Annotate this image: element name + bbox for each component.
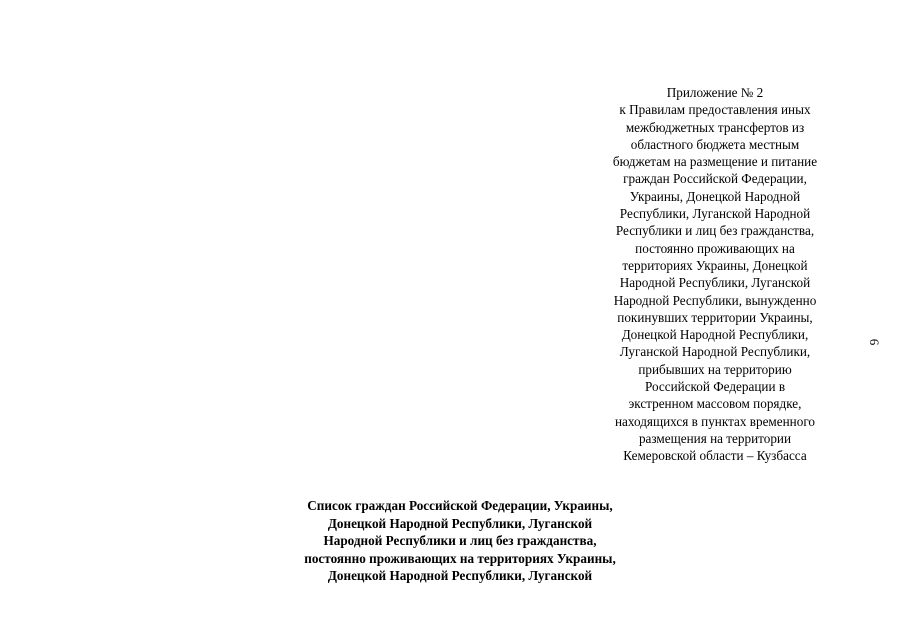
appendix-header	[590, 84, 840, 465]
appendix-line: Республики и лиц без гражданства,	[615, 223, 815, 239]
title-line: Список граждан Российской Федерации, Украины,	[307, 498, 613, 513]
appendix-line: Донецкой Народной Республики,	[621, 327, 809, 343]
appendix-line: Приложение № 2	[666, 85, 764, 100]
appendix-line: к Правилам предоставления иных	[619, 102, 811, 118]
appendix-line: размещения на территории	[638, 430, 792, 446]
appendix-line: находящихся в пунктах временного	[614, 413, 816, 429]
appendix-line: Украины, Донецкой Народной	[629, 188, 801, 204]
appendix-line: экстренном массовом порядке,	[628, 396, 802, 412]
appendix-line: территориях Украины, Донецкой	[622, 257, 808, 273]
appendix-line: Народной Республики, вынужденно	[613, 292, 817, 308]
appendix-line: Кемеровской области – Кузбасса	[623, 448, 807, 464]
title-line: Народной Республики и лиц без гражданства,	[323, 533, 597, 549]
title-line: постоянно проживающих на территориях Украины,	[304, 550, 616, 566]
appendix-line: Народной Республики, Луганской	[619, 275, 811, 291]
page-number: 6	[867, 338, 882, 346]
appendix-line: граждан Российской Федерации,	[623, 171, 807, 187]
title-line: Донецкой Народной Республики, Луганской	[327, 568, 593, 584]
appendix-line: бюджетам на размещение и питание	[612, 154, 818, 170]
document-title	[250, 497, 670, 585]
appendix-line: областного бюджета местным	[630, 136, 800, 152]
appendix-line: постоянно проживающих на	[635, 240, 795, 256]
appendix-line: Луганской Народной Республики,	[619, 344, 811, 360]
title-line: Донецкой Народной Республики, Луганской	[327, 515, 593, 531]
appendix-line: прибывших на территорию	[638, 361, 792, 377]
appendix-line: покинувших территории Украины,	[617, 309, 813, 325]
appendix-line: Республики, Луганской Народной	[619, 206, 811, 222]
appendix-line: Российской Федерации в	[644, 379, 786, 395]
appendix-line: межбюджетных трансфертов из	[625, 119, 805, 135]
